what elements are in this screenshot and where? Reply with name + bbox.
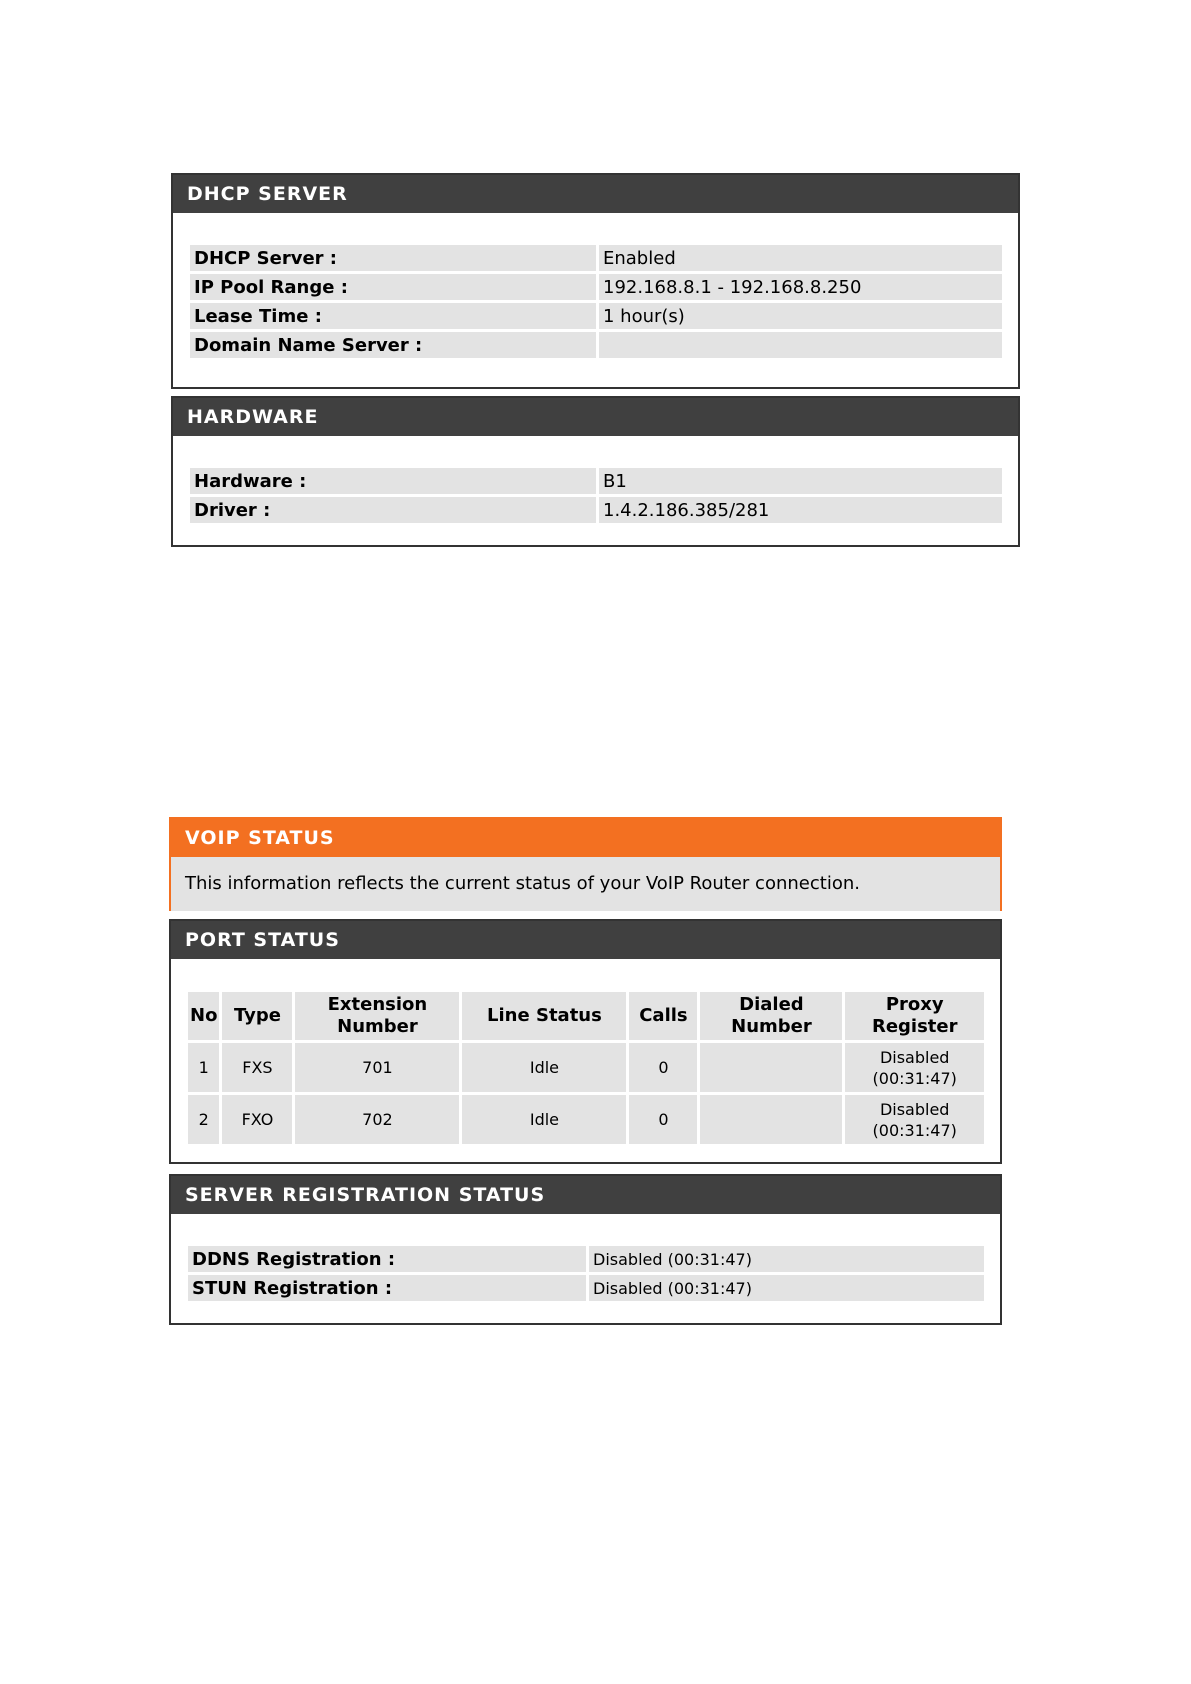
line-status-cell: Idle (462, 1095, 626, 1144)
hardware-header: HARDWARE (173, 398, 1018, 436)
table-header-row (188, 992, 984, 1040)
voip-status-panel (169, 817, 1002, 911)
port-status-panel (169, 919, 1002, 1164)
server-registration-panel (169, 1174, 1002, 1325)
proxy-register-cell: Disabled (00:31:47) (845, 1095, 984, 1144)
lease-time-value: 1 hour(s) (599, 303, 1002, 329)
table-row (188, 1275, 984, 1301)
dialed-number-cell (700, 1043, 842, 1092)
driver-value: 1.4.2.186.385/281 (599, 497, 1002, 523)
column-header: Calls (629, 992, 697, 1040)
lease-time-label: Lease Time : (190, 303, 596, 329)
extension-number-cell: 701 (295, 1043, 459, 1092)
domain-name-server-value (599, 332, 1002, 358)
column-header: Dialed Number (700, 992, 842, 1040)
calls-cell: 0 (629, 1043, 697, 1092)
stun-registration-label: STUN Registration : (188, 1275, 586, 1301)
table-row (190, 303, 1002, 329)
voip-status-header: VOIP STATUS (171, 819, 1000, 857)
port-type-cell: FXS (222, 1043, 292, 1092)
port-no-cell: 2 (188, 1095, 219, 1144)
server-registration-header: SERVER REGISTRATION STATUS (171, 1176, 1000, 1214)
port-type-cell: FXO (222, 1095, 292, 1144)
driver-label: Driver : (190, 497, 596, 523)
extension-number-cell: 702 (295, 1095, 459, 1144)
proxy-register-cell: Disabled (00:31:47) (845, 1043, 984, 1092)
ip-pool-range-value: 192.168.8.1 - 192.168.8.250 (599, 274, 1002, 300)
table-row (188, 1095, 984, 1144)
hardware-table (187, 465, 1005, 526)
table-row (190, 497, 1002, 523)
dialed-number-cell (700, 1095, 842, 1144)
hardware-panel (171, 396, 1020, 547)
dhcp-server-panel (171, 173, 1020, 389)
column-header: Extension Number (295, 992, 459, 1040)
table-row (190, 274, 1002, 300)
stun-registration-value: Disabled (00:31:47) (589, 1275, 984, 1301)
ddns-registration-label: DDNS Registration : (188, 1246, 586, 1272)
server-registration-table (185, 1243, 987, 1304)
port-status-header: PORT STATUS (171, 921, 1000, 959)
voip-status-description: This information reflects the current status of your VoIP Router connection. (171, 857, 1000, 911)
domain-name-server-label: Domain Name Server : (190, 332, 596, 358)
dhcp-server-label: DHCP Server : (190, 245, 596, 271)
table-row (190, 245, 1002, 271)
ip-pool-range-label: IP Pool Range : (190, 274, 596, 300)
port-status-table (185, 989, 987, 1147)
dhcp-server-table (187, 242, 1005, 361)
calls-cell: 0 (629, 1095, 697, 1144)
hardware-label: Hardware : (190, 468, 596, 494)
ddns-registration-value: Disabled (00:31:47) (589, 1246, 984, 1272)
column-header: No (188, 992, 219, 1040)
table-row (190, 468, 1002, 494)
port-no-cell: 1 (188, 1043, 219, 1092)
line-status-cell: Idle (462, 1043, 626, 1092)
table-row (190, 332, 1002, 358)
table-row (188, 1246, 984, 1272)
column-header: Line Status (462, 992, 626, 1040)
column-header: Type (222, 992, 292, 1040)
column-header: Proxy Register (845, 992, 984, 1040)
dhcp-server-header: DHCP SERVER (173, 175, 1018, 213)
table-row (188, 1043, 984, 1092)
dhcp-server-value: Enabled (599, 245, 1002, 271)
hardware-value: B1 (599, 468, 1002, 494)
